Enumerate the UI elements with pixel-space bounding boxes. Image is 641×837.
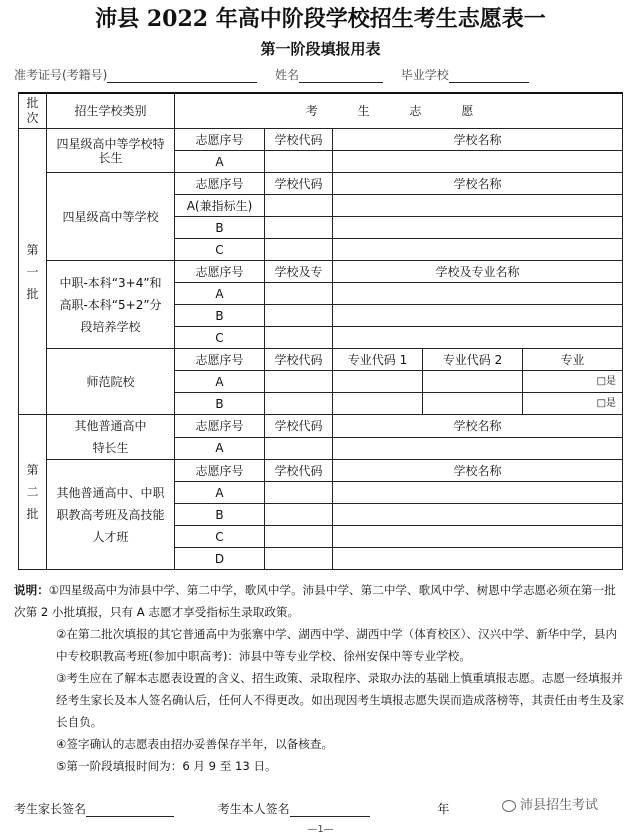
- school-name-input[interactable]: [333, 437, 623, 460]
- school-code-input[interactable]: [265, 371, 333, 393]
- col-school-code: 学校代码: [265, 415, 333, 438]
- note-2: ②在第二批次填报的其它普通高中为张寨中学、湖西中学、湖西中学（体育校区）、汉兴中学、新华中学，县内中专校职教高考班(参加中职高考)：沛县中等专业学校、徐州安保中等专业学校。: [56, 627, 618, 663]
- batch-2-cell: 第二批: [19, 415, 47, 570]
- note-5: ⑤第一阶段填报时间为：6 月 9 至 13 日。: [56, 759, 277, 773]
- school-label: 毕业学校: [400, 68, 449, 82]
- category-cell: 其他普通高中特长生: [47, 415, 175, 460]
- wish-b: B: [175, 217, 265, 239]
- form-subtitle: 第一阶段填报用表: [260, 40, 381, 58]
- col-school-name: 学校名称: [333, 460, 623, 482]
- school-name-input[interactable]: [333, 217, 623, 239]
- wish-a: A: [175, 371, 265, 393]
- school-code-input[interactable]: [265, 239, 333, 261]
- col-wish-no: 志愿序号: [175, 460, 265, 482]
- school-code-input[interactable]: [265, 151, 333, 173]
- note-3: ③考生应在了解本志愿表设置的含义、招生政策、录取程序、录取办法的基础上慎重填报志愿。志愿一经填报并经考生家长及本人签名确认后，任何人不得更改。如出现因考生填报志愿失误而造成落榜等，其责任由考生及家长自负。: [56, 671, 625, 729]
- page-number: —1—: [307, 824, 334, 835]
- school-code-input[interactable]: [265, 504, 333, 526]
- wish-a: A: [175, 482, 265, 504]
- exam-no-field[interactable]: [107, 68, 257, 83]
- col-school-code: 学校代码: [265, 173, 333, 195]
- school-name-input[interactable]: [333, 482, 623, 504]
- col-school-code: 学校代码: [265, 460, 333, 482]
- col-wish-no: 志愿序号: [175, 415, 265, 438]
- school-name-input[interactable]: [333, 151, 623, 173]
- exam-no-label: 准考证号(考籍号): [14, 68, 108, 82]
- col-wish-no: 志愿序号: [175, 261, 265, 283]
- batch-header: 批次: [19, 93, 47, 129]
- col-major: 专业: [523, 349, 623, 371]
- major-code-1-input[interactable]: [333, 393, 423, 415]
- category-cell: 四星级高中等学校特长生: [47, 129, 175, 173]
- major-code-2-input[interactable]: [423, 393, 523, 415]
- wish-a-index: A(兼指标生): [175, 195, 265, 217]
- school-code-input[interactable]: [265, 437, 333, 460]
- wish-c: C: [175, 526, 265, 548]
- col-wish-no: 志愿序号: [175, 129, 265, 151]
- self-sign-field[interactable]: [290, 802, 370, 817]
- name-field[interactable]: [299, 68, 383, 83]
- school-name-input[interactable]: [333, 239, 623, 261]
- note-1: 说明：①四星级高中为沛县中学、第二中学，歌风中学。沛县中学、第二中学、歌风中学、树恩中学志愿必须在第一批次第 2 小批填报，只有 A 志愿才享受指标生录取政策。: [14, 583, 616, 619]
- school-name-input[interactable]: [333, 327, 623, 349]
- col-major-code-2: 专业代码 2: [423, 349, 523, 371]
- col-school-major: 学校及专: [265, 261, 333, 283]
- col-major-code-1: 专业代码 1: [333, 349, 423, 371]
- school-name-input[interactable]: [333, 548, 623, 570]
- watermark: 沛县招生考试: [502, 794, 598, 813]
- school-name-input[interactable]: [333, 305, 623, 327]
- school-code-input[interactable]: [265, 217, 333, 239]
- wish-b: B: [175, 393, 265, 415]
- wish-a: A: [175, 437, 265, 460]
- school-code-input[interactable]: [265, 526, 333, 548]
- school-code-input[interactable]: [265, 283, 333, 305]
- major-yes-checkbox[interactable]: □是: [523, 393, 623, 415]
- wish-header: 考 生 志 愿: [175, 93, 623, 129]
- school-code-input[interactable]: [265, 195, 333, 217]
- col-wish-no: 志愿序号: [175, 349, 265, 371]
- category-cell: 师范院校: [47, 349, 175, 415]
- candidate-info-row: [14, 66, 529, 83]
- notes-label: 说明：: [14, 583, 49, 597]
- school-name-input[interactable]: [333, 195, 623, 217]
- col-school-code: 学校代码: [265, 129, 333, 151]
- school-name-input[interactable]: [333, 504, 623, 526]
- col-school-name: 学校名称: [333, 129, 623, 151]
- note-4: ④签字确认的志愿表由招办妥善保存半年，以备核查。: [56, 737, 334, 751]
- year-label: 年: [437, 802, 450, 816]
- school-code-input[interactable]: [265, 393, 333, 415]
- parent-sign-field[interactable]: [86, 802, 174, 817]
- category-cell: 中职-本科“3+4”和高职-本科“5+2”分段培养学校: [47, 261, 175, 349]
- wish-a: A: [175, 151, 265, 173]
- wish-c: C: [175, 239, 265, 261]
- wish-table: [18, 92, 623, 570]
- wechat-icon: [502, 800, 516, 812]
- wish-c: C: [175, 327, 265, 349]
- batch-1-cell: 第一批: [19, 129, 47, 415]
- school-code-input[interactable]: [265, 305, 333, 327]
- category-cell: 四星级高中等学校: [47, 173, 175, 261]
- school-field[interactable]: [449, 68, 529, 83]
- school-code-input[interactable]: [265, 482, 333, 504]
- parent-sign-label: 考生家长签名: [14, 802, 87, 816]
- col-wish-no: 志愿序号: [175, 173, 265, 195]
- wish-d: D: [175, 548, 265, 570]
- wish-b: B: [175, 305, 265, 327]
- category-cell: 其他普通高中、中职职教高考班及高技能人才班: [47, 460, 175, 570]
- col-school-major-name: 学校及专业名称: [333, 261, 623, 283]
- school-name-input[interactable]: [333, 526, 623, 548]
- wish-a: A: [175, 283, 265, 305]
- col-school-name: 学校名称: [333, 173, 623, 195]
- name-label: 姓名: [275, 68, 300, 82]
- school-code-input[interactable]: [265, 548, 333, 570]
- col-school-code: 学校代码: [265, 349, 333, 371]
- major-yes-checkbox[interactable]: □是: [523, 371, 623, 393]
- school-code-input[interactable]: [265, 327, 333, 349]
- major-code-2-input[interactable]: [423, 371, 523, 393]
- self-sign-label: 考生本人签名: [217, 802, 290, 816]
- school-name-input[interactable]: [333, 283, 623, 305]
- major-code-1-input[interactable]: [333, 371, 423, 393]
- wish-b: B: [175, 504, 265, 526]
- form-title: 沛县 2022 年高中阶段学校招生考生志愿表一: [95, 6, 546, 32]
- notes-section: [14, 579, 626, 777]
- col-school-name: 学校名称: [333, 415, 623, 438]
- type-header: 招生学校类别: [47, 93, 175, 129]
